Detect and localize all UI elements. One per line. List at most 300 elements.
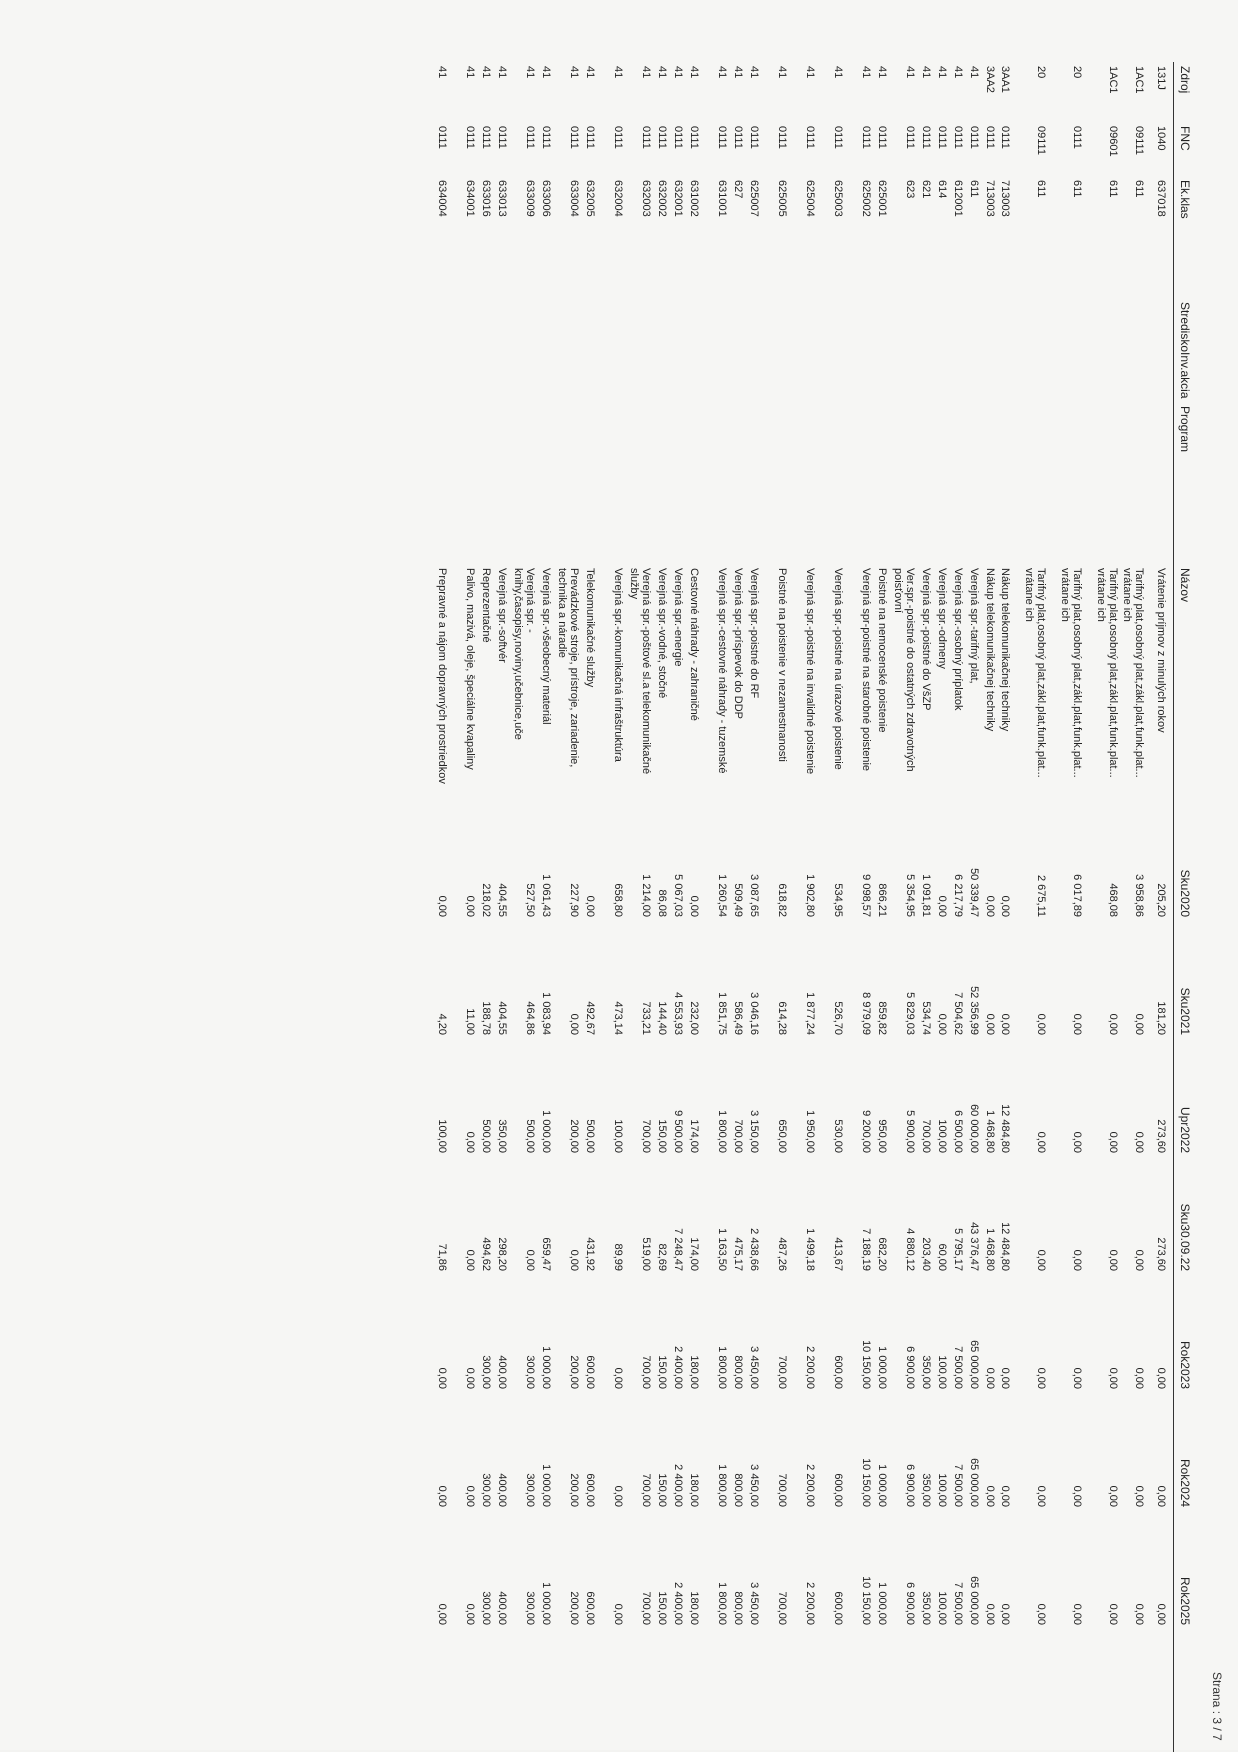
cell-zdroj: 41 [656, 66, 668, 79]
cell-sku2021: 1 877,24 [804, 992, 816, 1035]
cell-sku2020: 218,02 [480, 883, 492, 917]
cell-nazov: Vrátenie príjmov z minulých rokov [1155, 568, 1167, 733]
cell-sku2021: 0,00 [1107, 1013, 1119, 1035]
cell-sku2021: 1 851,75 [716, 992, 728, 1035]
cell-ek-klas: 625007 [748, 180, 760, 217]
cell-nazov: Nákup telekomunikačnej techniky [999, 568, 1011, 732]
cell-sku2021: 1 083,94 [540, 992, 552, 1035]
cell-nazov: Verejná spr.-poistné na invalidné poistenie [804, 568, 816, 775]
header-sku2021: Sku2021 [1178, 987, 1192, 1035]
cell-upr2022: 9 200,00 [860, 1110, 872, 1153]
cell-sku2021: 859,82 [876, 1001, 888, 1035]
cell-upr2022: 5 900,00 [904, 1110, 916, 1153]
cell-upr2022: 650,00 [776, 1119, 788, 1153]
cell-ek-klas: 611 [1035, 180, 1047, 198]
cell-sku2021: 526,70 [832, 1001, 844, 1035]
cell-nazov: Verejná spr.-odmeny [936, 568, 948, 669]
cell-rok2025: 2 200,00 [804, 1582, 816, 1625]
cell-upr2022: 1 468,80 [984, 1110, 996, 1153]
cell-rok2025: 600,00 [832, 1591, 844, 1625]
cell-zdroj: 41 [832, 66, 844, 79]
cell-rok2024: 300,00 [480, 1473, 492, 1507]
cell-rok2025: 700,00 [640, 1591, 652, 1625]
cell-ek-klas: 627 [732, 180, 744, 199]
cell-rok2025: 2 400,00 [672, 1582, 684, 1625]
cell-sku30-09-22: 1 468,80 [984, 1228, 996, 1271]
table-header [1173, 62, 1196, 1752]
table-row [728, 62, 744, 1752]
cell-upr2022: 273,60 [1155, 1119, 1167, 1153]
table-row [816, 62, 844, 1752]
header-inv-akcia: Inv.akcia [1178, 352, 1192, 399]
cell-fnc: 0111 [672, 126, 684, 149]
header-rok2024: Rok2024 [1178, 1458, 1192, 1507]
cell-nazov: Verejná spr. -knihy,časopisy,noviny,učebnice,uče [512, 568, 536, 740]
table-row [1047, 62, 1083, 1752]
cell-nazov: Poistné na nemocenské poistenie [876, 568, 888, 733]
cell-fnc: 1040 [1155, 126, 1167, 151]
cell-sku2020: 618,82 [776, 883, 788, 917]
cell-ek-klas: 625002 [860, 180, 872, 217]
table-row [744, 62, 760, 1752]
cell-upr2022: 0,00 [1071, 1131, 1083, 1153]
cell-rok2023: 600,00 [832, 1355, 844, 1389]
cell-rok2023: 10 150,00 [860, 1340, 872, 1389]
cell-sku2020: 1 061,43 [540, 874, 552, 917]
cell-upr2022: 3 150,00 [748, 1110, 760, 1153]
cell-ek-klas: 632001 [672, 180, 684, 217]
cell-rok2024: 1 000,00 [876, 1464, 888, 1507]
cell-rok2024: 100,00 [936, 1473, 948, 1507]
cell-upr2022: 530,00 [832, 1119, 844, 1153]
cell-rok2023: 2 200,00 [804, 1346, 816, 1389]
cell-fnc: 0111 [832, 126, 844, 149]
cell-upr2022: 200,00 [568, 1119, 580, 1153]
cell-nazov: Prevádzkové stroje, prístroje, zariadenie, technika a náradie [556, 568, 580, 768]
cell-ek-klas: 625004 [804, 180, 816, 217]
cell-zdroj: 41 [568, 66, 580, 79]
cell-rok2025: 0,00 [1035, 1603, 1047, 1625]
cell-sku2020: 227,90 [568, 883, 580, 917]
cell-upr2022: 0,00 [464, 1131, 476, 1153]
cell-fnc: 0111 [716, 126, 728, 149]
cell-ek-klas: 633013 [496, 180, 508, 217]
cell-nazov: Verejná spr.-komunikačná infraštruktúra [612, 568, 624, 762]
table-row [916, 62, 932, 1752]
cell-sku30-09-22: 203,40 [920, 1237, 932, 1271]
cell-upr2022: 9 500,00 [672, 1110, 684, 1153]
cell-fnc: 0111 [776, 126, 788, 149]
cell-rok2024: 0,00 [1133, 1485, 1145, 1507]
cell-upr2022: 100,00 [436, 1119, 448, 1153]
cell-rok2024: 7 500,00 [952, 1464, 964, 1507]
cell-sku30-09-22: 273,60 [1155, 1237, 1167, 1271]
table-row [684, 62, 700, 1752]
cell-fnc: 0111 [999, 126, 1011, 149]
cell-rok2025: 65 000,00 [968, 1576, 980, 1625]
cell-rok2025: 200,00 [568, 1591, 580, 1625]
cell-rok2023: 65 000,00 [968, 1340, 980, 1389]
cell-sku30-09-22: 0,00 [1107, 1249, 1119, 1271]
header-sku30-09-22: Sku30.09.22 [1178, 1203, 1192, 1271]
cell-zdroj: 1AC1 [1107, 66, 1119, 94]
cell-upr2022: 174,00 [688, 1119, 700, 1153]
cell-nazov: Verejná spr.-vodné, stočné [656, 568, 668, 699]
cell-sku2021: 0,00 [568, 1013, 580, 1035]
cell-rok2023: 0,00 [1035, 1367, 1047, 1389]
cell-rok2025: 0,00 [984, 1603, 996, 1625]
cell-sku2020: 0,00 [984, 895, 996, 917]
cell-upr2022: 1 000,00 [540, 1110, 552, 1153]
table-row [668, 62, 684, 1752]
cell-upr2022: 0,00 [1035, 1131, 1047, 1153]
cell-rok2025: 100,00 [936, 1591, 948, 1625]
header-program: Program [1178, 406, 1192, 453]
cell-zdroj: 41 [748, 66, 760, 79]
cell-sku2021: 534,74 [920, 1001, 932, 1035]
cell-sku2021: 5 829,03 [904, 992, 916, 1035]
cell-rok2024: 2 400,00 [672, 1464, 684, 1507]
cell-rok2024: 350,00 [920, 1473, 932, 1507]
cell-rok2025: 800,00 [732, 1591, 744, 1625]
cell-sku2021: 0,00 [1035, 1013, 1047, 1035]
cell-nazov: Palivo, mazivá, oleje, špeciálne kvapaliny [464, 568, 476, 770]
cell-fnc: 0111 [612, 126, 624, 149]
cell-rok2024: 0,00 [1155, 1485, 1167, 1507]
cell-rok2025: 1 800,00 [716, 1582, 728, 1625]
cell-nazov: Verejná spr.-energie [672, 568, 684, 667]
cell-ek-klas: 632004 [612, 180, 624, 217]
cell-upr2022: 500,00 [480, 1119, 492, 1153]
cell-rok2024: 65 000,00 [968, 1458, 980, 1507]
cell-rok2024: 700,00 [640, 1473, 652, 1507]
cell-ek-klas: 713003 [984, 180, 996, 217]
cell-sku30-09-22: 7 188,19 [860, 1228, 872, 1271]
cell-fnc: 0111 [984, 126, 996, 149]
table-body [420, 62, 1167, 1752]
cell-rok2023: 100,00 [936, 1355, 948, 1389]
cell-ek-klas: 611 [1133, 180, 1145, 198]
table-row [1119, 62, 1145, 1752]
cell-zdroj: 41 [688, 66, 700, 79]
cell-sku30-09-22: 1 499,18 [804, 1228, 816, 1271]
cell-ek-klas: 625003 [832, 180, 844, 217]
cell-rok2023: 350,00 [920, 1355, 932, 1389]
cell-sku30-09-22: 0,00 [1071, 1249, 1083, 1271]
cell-ek-klas: 611 [1107, 180, 1119, 198]
cell-rok2025: 0,00 [1133, 1603, 1145, 1625]
cell-nazov: Ver.spr.-poistné do ostatných zdravotných poisťovní [892, 568, 916, 772]
cell-sku2021: 0,00 [999, 1013, 1011, 1035]
cell-ek-klas: 625005 [776, 180, 788, 217]
cell-upr2022: 1 800,00 [716, 1110, 728, 1153]
cell-rok2024: 3 450,00 [748, 1464, 760, 1507]
cell-sku30-09-22: 0,00 [568, 1249, 580, 1271]
cell-ek-klas: 621 [920, 180, 932, 199]
cell-rok2025: 6 900,00 [904, 1582, 916, 1625]
cell-rok2024: 300,00 [524, 1473, 536, 1507]
cell-nazov: Cestovné náhrady - zahraničné [688, 568, 700, 721]
cell-sku30-09-22: 487,26 [776, 1237, 788, 1271]
cell-zdroj: 41 [584, 66, 596, 79]
cell-rok2023: 0,00 [612, 1367, 624, 1389]
cell-zdroj: 41 [480, 66, 492, 79]
cell-fnc: 0111 [860, 126, 872, 149]
cell-rok2024: 200,00 [568, 1473, 580, 1507]
cell-ek-klas: 634001 [464, 180, 476, 217]
cell-fnc: 0111 [584, 126, 596, 149]
cell-zdroj: 41 [904, 66, 916, 79]
cell-zdroj: 41 [776, 66, 788, 79]
cell-fnc: 0111 [876, 126, 888, 149]
table-row [996, 62, 1011, 1752]
cell-fnc: 0111 [952, 126, 964, 149]
table-row [624, 62, 652, 1752]
cell-nazov: Nákup telekomunikačnej techniky [984, 568, 996, 732]
cell-fnc: 0111 [464, 126, 476, 149]
cell-fnc: 0111 [936, 126, 948, 149]
cell-sku30-09-22: 2 438,66 [748, 1228, 760, 1271]
cell-rok2023: 3 450,00 [748, 1346, 760, 1389]
cell-rok2025: 600,00 [584, 1591, 596, 1625]
cell-sku30-09-22: 60,00 [936, 1243, 948, 1271]
cell-nazov: Verejná spr.-príspevok do DDP [732, 568, 744, 720]
cell-sku30-09-22: 0,00 [1133, 1249, 1145, 1271]
cell-rok2025: 0,00 [436, 1603, 448, 1625]
cell-ek-klas: 614 [936, 180, 948, 199]
header-sku2020: Sku2020 [1178, 869, 1192, 917]
cell-sku2020: 0,00 [688, 895, 700, 917]
header-nazov: Názov [1178, 568, 1192, 603]
cell-rok2024: 6 900,00 [904, 1464, 916, 1507]
cell-sku2020: 50 339,47 [968, 868, 980, 917]
cell-rok2024: 180,00 [688, 1473, 700, 1507]
cell-rok2023: 700,00 [640, 1355, 652, 1389]
cell-zdroj: 41 [860, 66, 872, 79]
cell-rok2024: 0,00 [436, 1485, 448, 1507]
cell-sku2021: 4,20 [436, 1013, 448, 1035]
cell-sku2020: 0,00 [584, 895, 596, 917]
cell-sku2021: 0,00 [1133, 1013, 1145, 1035]
cell-sku30-09-22: 5 795,17 [952, 1228, 964, 1271]
cell-fnc: 0111 [804, 126, 816, 149]
cell-ek-klas: 633009 [524, 180, 536, 217]
cell-rok2023: 400,00 [496, 1355, 508, 1389]
cell-sku2020: 404,55 [496, 883, 508, 917]
cell-rok2023: 0,00 [984, 1367, 996, 1389]
cell-rok2025: 0,00 [1071, 1603, 1083, 1625]
cell-upr2022: 0,00 [1133, 1131, 1145, 1153]
cell-sku2021: 188,78 [480, 1001, 492, 1035]
cell-ek-klas: 625001 [876, 180, 888, 217]
table-row [888, 62, 916, 1752]
cell-sku2021: 586,49 [732, 1001, 744, 1035]
cell-fnc: 09601 [1107, 126, 1119, 157]
cell-nazov: Reprezentačné [480, 568, 492, 643]
table-row [448, 62, 476, 1752]
cell-nazov: Telekomunikačné služby [584, 568, 596, 688]
cell-upr2022: 700,00 [640, 1119, 652, 1153]
cell-sku2021: 0,00 [1071, 1013, 1083, 1035]
cell-fnc: 0111 [920, 126, 932, 149]
cell-rok2024: 700,00 [776, 1473, 788, 1507]
cell-upr2022: 0,00 [1107, 1131, 1119, 1153]
cell-rok2024: 2 200,00 [804, 1464, 816, 1507]
cell-upr2022: 500,00 [524, 1119, 536, 1153]
cell-upr2022: 60 000,00 [968, 1104, 980, 1153]
cell-nazov: Verejná spr.-softvér [496, 568, 508, 663]
cell-sku2021: 181,20 [1155, 1001, 1167, 1035]
cell-upr2022: 500,00 [584, 1119, 596, 1153]
cell-sku2020: 5 067,03 [672, 874, 684, 917]
cell-rok2025: 0,00 [1107, 1603, 1119, 1625]
table-row [552, 62, 580, 1752]
table-row [420, 62, 448, 1752]
cell-sku2021: 0,00 [984, 1013, 996, 1035]
cell-rok2024: 0,00 [1107, 1485, 1119, 1507]
cell-rok2025: 0,00 [1155, 1603, 1167, 1625]
cell-sku2020: 3 087,65 [748, 874, 760, 917]
cell-rok2023: 6 900,00 [904, 1346, 916, 1389]
table-row [492, 62, 508, 1752]
cell-rok2025: 300,00 [524, 1591, 536, 1625]
cell-nazov: Verejná spr.-poistné do RF [748, 568, 760, 699]
cell-zdroj: 41 [612, 66, 624, 79]
cell-upr2022: 150,00 [656, 1119, 668, 1153]
cell-sku30-09-22: 298,20 [496, 1237, 508, 1271]
cell-sku2021: 3 046,16 [748, 992, 760, 1035]
cell-rok2023: 300,00 [480, 1355, 492, 1389]
cell-rok2024: 0,00 [984, 1485, 996, 1507]
cell-ek-klas: 633016 [480, 180, 492, 217]
cell-zdroj: 3AA2 [984, 66, 996, 93]
cell-rok2023: 0,00 [436, 1367, 448, 1389]
cell-fnc: 0111 [540, 126, 552, 149]
cell-sku30-09-22: 519,00 [640, 1237, 652, 1271]
table-row [1011, 62, 1047, 1752]
cell-nazov: Verejná spr.-tarifný plat, [968, 568, 980, 684]
table-row [1083, 62, 1119, 1752]
cell-ek-klas: 631001 [716, 180, 728, 217]
cell-zdroj: 41 [804, 66, 816, 79]
cell-sku2021: 7 504,62 [952, 992, 964, 1035]
table-row [980, 62, 996, 1752]
cell-rok2025: 300,00 [480, 1591, 492, 1625]
cell-sku2020: 468,08 [1107, 883, 1119, 917]
cell-nazov: Verejná spr.-poštové sl.a telekomunikačné služby [628, 568, 652, 775]
cell-rok2024: 10 150,00 [860, 1458, 872, 1507]
cell-rok2023: 0,00 [1107, 1367, 1119, 1389]
header-fnc: FNC [1178, 126, 1192, 151]
page-number: Strana : 3 / 7 [1210, 1672, 1224, 1741]
cell-nazov: Verejná spr-poistné na starobné poistenie [860, 568, 872, 772]
header-upr2022: Upr2022 [1178, 1106, 1192, 1153]
cell-zdroj: 20 [1071, 66, 1083, 79]
cell-fnc: 09111 [1035, 126, 1047, 155]
cell-fnc: 0111 [904, 126, 916, 149]
cell-sku2020: 2 675,11 [1035, 874, 1047, 917]
cell-sku2020: 658,80 [612, 883, 624, 917]
cell-sku2020: 866,21 [876, 883, 888, 917]
cell-zdroj: 41 [936, 66, 948, 79]
cell-sku2021: 464,86 [524, 1001, 536, 1035]
cell-zdroj: 41 [496, 66, 508, 79]
cell-rok2024: 800,00 [732, 1473, 744, 1507]
cell-sku2021: 492,67 [584, 1001, 596, 1035]
cell-rok2025: 150,00 [656, 1591, 668, 1625]
cell-sku2021: 11,00 [464, 1008, 476, 1035]
cell-ek-klas: 623 [904, 180, 916, 199]
table-row [872, 62, 888, 1752]
cell-ek-klas: 632005 [584, 180, 596, 217]
header-stredisko [1178, 302, 1192, 406]
cell-zdroj: 41 [540, 66, 552, 79]
table-row [536, 62, 552, 1752]
header-zdroj: Zdroj [1178, 66, 1192, 94]
cell-fnc: 09111 [1133, 126, 1145, 155]
cell-sku2020: 1 091,81 [920, 874, 932, 917]
table-row [760, 62, 788, 1752]
cell-rok2023: 180,00 [688, 1355, 700, 1389]
cell-nazov: Verejná spr.-poistné do VšZP [920, 568, 932, 711]
cell-sku30-09-22: 494,62 [480, 1237, 492, 1271]
cell-rok2025: 0,00 [999, 1603, 1011, 1625]
cell-rok2023: 800,00 [732, 1355, 744, 1389]
table-row [948, 62, 964, 1752]
cell-sku2021: 8 979,09 [860, 992, 872, 1035]
cell-fnc: 0111 [480, 126, 492, 149]
cell-rok2024: 0,00 [1035, 1485, 1047, 1507]
cell-sku2020: 205,20 [1155, 883, 1167, 917]
table-row [596, 62, 624, 1752]
cell-sku2021: 614,28 [776, 1001, 788, 1035]
cell-rok2023: 2 400,00 [672, 1346, 684, 1389]
cell-rok2025: 180,00 [688, 1591, 700, 1625]
cell-sku30-09-22: 7 248,47 [672, 1228, 684, 1271]
cell-zdroj: 41 [524, 66, 536, 79]
cell-rok2025: 1 000,00 [540, 1582, 552, 1625]
cell-fnc: 0111 [1071, 126, 1083, 149]
cell-zdroj: 41 [732, 66, 744, 79]
cell-ek-klas: 611 [1071, 180, 1083, 198]
cell-rok2024: 150,00 [656, 1473, 668, 1507]
cell-upr2022: 100,00 [936, 1119, 948, 1153]
cell-sku30-09-22: 12 484,80 [999, 1222, 1011, 1271]
cell-zdroj: 1AC1 [1133, 66, 1145, 94]
cell-rok2025: 7 500,00 [952, 1582, 964, 1625]
cell-sku2020: 1 214,00 [640, 874, 652, 917]
cell-rok2023: 200,00 [568, 1355, 580, 1389]
cell-zdroj: 20 [1035, 66, 1047, 79]
cell-sku30-09-22: 71,86 [436, 1243, 448, 1271]
cell-rok2024: 600,00 [584, 1473, 596, 1507]
cell-ek-klas: 612001 [952, 180, 964, 217]
cell-fnc: 0111 [968, 126, 980, 149]
cell-sku2020: 0,00 [999, 895, 1011, 917]
table-row [652, 62, 668, 1752]
cell-rok2025: 350,00 [920, 1591, 932, 1625]
cell-sku30-09-22: 413,67 [832, 1237, 844, 1271]
cell-rok2024: 0,00 [464, 1485, 476, 1507]
cell-upr2022: 1 950,00 [804, 1110, 816, 1153]
cell-sku2020: 0,00 [436, 895, 448, 917]
cell-rok2025: 400,00 [496, 1591, 508, 1625]
cell-ek-klas: 637018 [1155, 180, 1167, 217]
cell-ek-klas: 633006 [540, 180, 552, 217]
cell-rok2025: 0,00 [464, 1603, 476, 1625]
cell-rok2023: 600,00 [584, 1355, 596, 1389]
cell-sku30-09-22: 475,17 [732, 1237, 744, 1271]
